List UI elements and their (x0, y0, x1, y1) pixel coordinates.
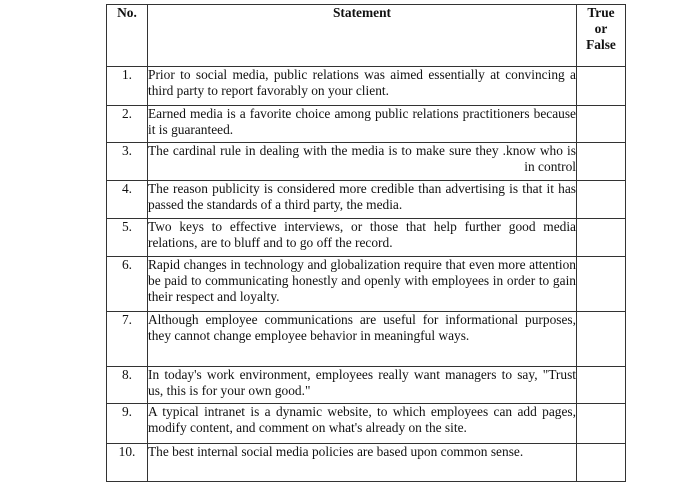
row-number: 3. (107, 143, 148, 181)
statement-text: Although employee communications are useful for informational purposes, they cannot change employee behavior in meaningful ways. (148, 312, 577, 367)
header-number: No. (107, 5, 148, 67)
row-number: 10. (107, 444, 148, 482)
true-false-table (106, 4, 626, 482)
statement-text: The reason publicity is considered more credible than advertising is that it has passed the standards of a third party, the media. (148, 181, 577, 219)
row-number: 9. (107, 404, 148, 444)
table-row (107, 106, 626, 143)
header-or: or (594, 21, 608, 37)
header-row (107, 5, 626, 67)
row-number: 1. (107, 67, 148, 106)
statement-text: Two keys to effective interviews, or those that help further good media relations, are to bluff and to go off the record. (148, 219, 577, 257)
table-row (107, 312, 626, 367)
table-row (107, 67, 626, 106)
answer-cell[interactable] (577, 219, 626, 257)
answer-cell[interactable] (577, 444, 626, 482)
statement-text: A typical intranet is a dynamic website, to which employees can add pages, modify content, and comment on what's already on the site. (148, 404, 577, 444)
table-row (107, 444, 626, 482)
answer-cell[interactable] (577, 404, 626, 444)
row-number: 2. (107, 106, 148, 143)
table-row (107, 181, 626, 219)
table-row (107, 143, 626, 181)
row-number: 8. (107, 367, 148, 404)
row-number: 7. (107, 312, 148, 367)
answer-cell[interactable] (577, 67, 626, 106)
statement-text: In today's work environment, employees really want managers to say, "Trust us, this is for your own good." (148, 367, 577, 404)
answer-cell[interactable] (577, 181, 626, 219)
table-row (107, 404, 626, 444)
header-true-or-false (577, 5, 626, 67)
header-false: False (586, 37, 616, 53)
header-statement: Statement (148, 5, 577, 67)
table-row (107, 219, 626, 257)
statement-text: The best internal social media policies are based upon common sense. (148, 444, 577, 482)
row-number: 5. (107, 219, 148, 257)
answer-cell[interactable] (577, 257, 626, 312)
statement-text: Rapid changes in technology and globalization require that even more attention be paid to communicating honestly and openly with employees in order to gain their respect and loyalty. (148, 257, 577, 312)
table-row (107, 367, 626, 404)
answer-cell[interactable] (577, 143, 626, 181)
answer-cell[interactable] (577, 106, 626, 143)
statement-text: Earned media is a favorite choice among public relations practitioners because it is guaranteed. (148, 106, 577, 143)
statement-text: The cardinal rule in dealing with the media is to make sure they .know who is in control (148, 143, 577, 181)
header-true: True (587, 5, 615, 20)
statement-text: Prior to social media, public relations was aimed essentially at convincing a third party to report favorably on your client. (148, 67, 577, 106)
row-number: 4. (107, 181, 148, 219)
table-row (107, 257, 626, 312)
row-number: 6. (107, 257, 148, 312)
answer-cell[interactable] (577, 312, 626, 367)
answer-cell[interactable] (577, 367, 626, 404)
